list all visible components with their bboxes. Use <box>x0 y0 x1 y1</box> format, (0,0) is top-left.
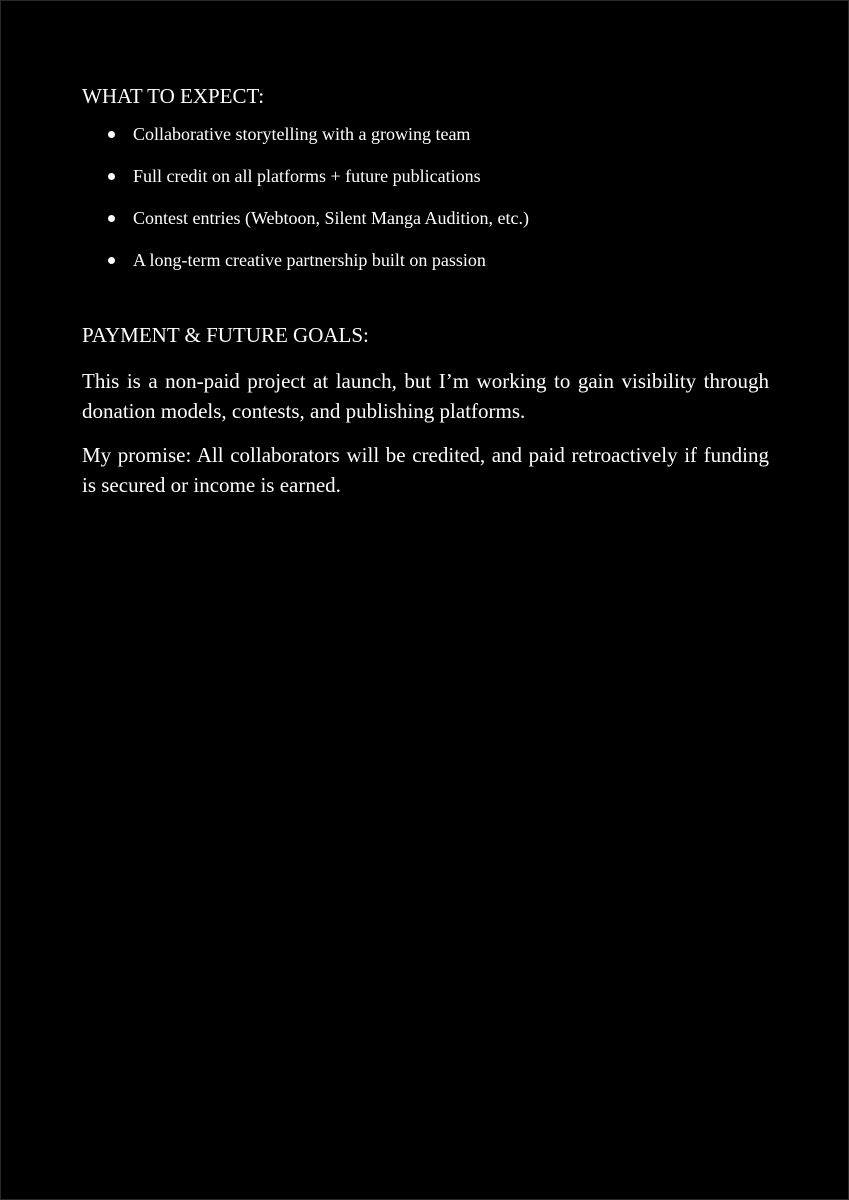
bullet-icon <box>108 215 115 222</box>
list-item-text: Full credit on all platforms + future publications <box>133 166 481 186</box>
payment-goals-heading: PAYMENT & FUTURE GOALS: <box>82 323 369 347</box>
promise-paragraph: My promise: All collaborators will be credited, and paid retroactively if funding is secured or income is earned. <box>82 443 769 497</box>
expect-list <box>82 123 769 271</box>
list-item <box>82 249 769 271</box>
list-item-text: Collaborative storytelling with a growing team <box>133 124 471 144</box>
page-content <box>82 81 769 500</box>
bullet-icon <box>108 131 115 138</box>
bullet-icon <box>108 257 115 264</box>
what-to-expect-heading: WHAT TO EXPECT: <box>82 84 265 108</box>
list-item-text: A long-term creative partnership built on passion <box>133 250 486 270</box>
bullet-icon <box>108 173 115 180</box>
list-item-text: Contest entries (Webtoon, Silent Manga Audition, etc.) <box>133 208 529 228</box>
list-item <box>82 207 769 229</box>
list-item <box>82 123 769 145</box>
payment-paragraph: This is a non-paid project at launch, but I’m working to gain visibility through donation models, contests, and publishing platforms. <box>82 369 769 423</box>
list-item <box>82 165 769 187</box>
